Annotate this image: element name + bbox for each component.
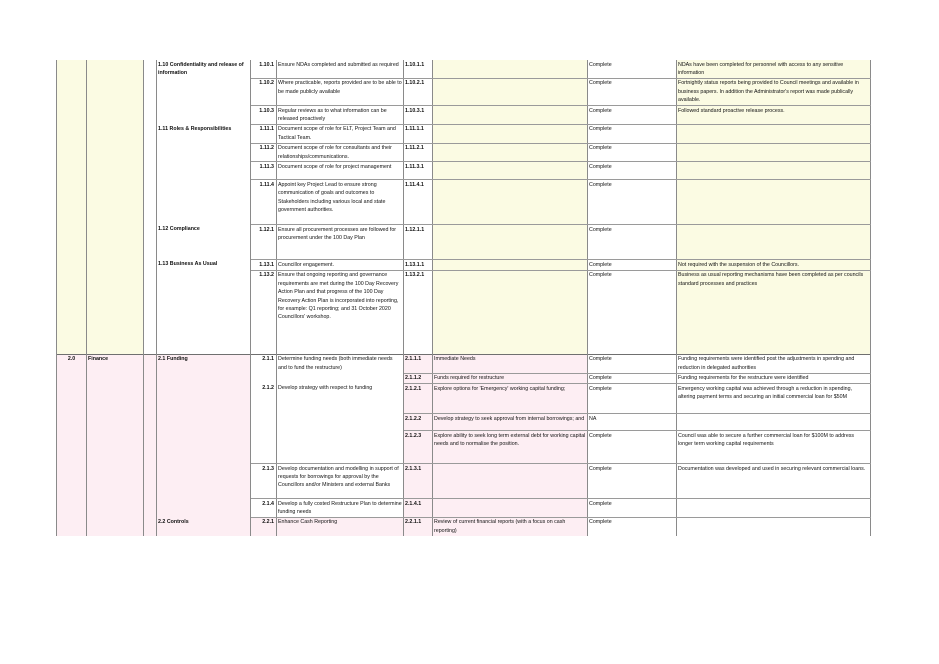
task-number: 2.1.1.1 [404,354,433,373]
action-text: Where practicable, reports provided are to be able to be made publicly available [277,78,404,105]
task-text [433,225,588,260]
task-number: 1.11.1.1 [404,124,433,143]
task-text [433,162,588,180]
group-label: 1.10 Confidentiality and release of information [157,60,251,124]
status-cell: Complete [588,517,677,535]
comment-cell: NDAs have been completed for personnel with access to any sensitive information [677,60,871,78]
table-row [57,517,871,535]
status-cell: Complete [588,431,677,464]
action-text: Document scope of role for project management [277,162,404,180]
action-number: 1.12.1 [251,225,277,260]
group-label: 1.13 Business As Usual [157,260,251,354]
action-number: 2.2.1 [251,517,277,535]
task-number: 1.13.1.1 [404,260,433,270]
comment-cell: Business as usual reporting mechanisms have been completed as per councils standard processes and practices [677,270,871,340]
task-text [433,106,588,125]
task-number: 2.1.1.2 [404,373,433,383]
action-text: Regular reviews as to what information can be released proactively [277,106,404,125]
status-cell: Complete [588,384,677,414]
comment-cell: Funding requirements for the restructure were identified [677,373,871,383]
task-text [433,124,588,143]
table-row [57,260,871,270]
action-text: Enhance Cash Reporting [277,517,404,535]
table-row [57,354,871,373]
task-text [433,464,588,499]
group-label: 2.2 Controls [157,517,251,535]
section-label: Finance [87,354,144,535]
comment-cell [677,517,871,535]
action-number: 1.13.2 [251,270,277,340]
task-number: 1.11.2.1 [404,143,433,162]
table-row [57,124,871,143]
status-cell: Complete [588,60,677,78]
action-text: Develop documentation and modelling in support of requests for borrowings for approval by the Councillors and/or Ministers and external Banks [277,464,404,499]
comment-cell [677,499,871,518]
action-number: 1.11.2 [251,143,277,162]
group-label: 1.12 Compliance [157,225,251,260]
task-number: 2.1.2.3 [404,431,433,464]
status-cell: NA [588,414,677,431]
action-number: 1.13.1 [251,260,277,270]
status-cell: Complete [588,180,677,225]
task-text: Immediate Needs [433,354,588,373]
status-cell: Complete [588,270,677,340]
group-label: 1.11 Roles & Responsibilities [157,124,251,225]
status-cell: Complete [588,464,677,499]
section-label-cell [87,60,144,354]
action-number: 1.10.2 [251,78,277,105]
task-number: 1.11.4.1 [404,180,433,225]
action-text: Document scope of role for ELT, Project Team and Tactical Team. [277,124,404,143]
table-row [57,225,871,260]
status-cell: Complete [588,106,677,125]
status-cell: Complete [588,78,677,105]
task-text: Develop strategy to seek approval from internal borrowings; and [433,414,588,431]
action-number: 1.10.1 [251,60,277,78]
task-number: 2.1.3.1 [404,464,433,499]
status-cell: Complete [588,162,677,180]
action-text: Ensure that ongoing reporting and governance requirements are met during the 100 Day Recovery Action Plan and that progress of the 100 Day Recovery Action Plan is incorporated into reporting, for example: Q1 reporting; and 31 October 2020 Councillors' workshop. [277,270,404,340]
task-number: 1.10.2.1 [404,78,433,105]
status-cell: Complete [588,143,677,162]
task-text: Explore ability to seek long term external debt for working capital needs and to normalise the position. [433,431,588,464]
task-text [433,270,588,340]
task-text: Explore options for 'Emergency' working capital funding; [433,384,588,414]
status-cell: Complete [588,124,677,143]
status-cell: Complete [588,499,677,518]
task-text [433,60,588,78]
action-number: 1.11.1 [251,124,277,143]
task-text [433,78,588,105]
task-text: Review of current financial reports (with a focus on cash reporting) [433,517,588,535]
task-number: 1.13.2.1 [404,270,433,340]
comment-cell [677,124,871,143]
task-text [433,499,588,518]
task-number: 1.11.3.1 [404,162,433,180]
action-text: Ensure all procurement processes are followed for procurement under the 100 Day Plan [277,225,404,260]
task-text: Funds required for restructure [433,373,588,383]
comment-cell: Emergency working capital was achieved through a reduction in spending, altering payment terms and securing an initial commercial loan for $50M [677,384,871,414]
comment-cell [677,225,871,260]
action-number: 1.11.3 [251,162,277,180]
status-cell: Complete [588,225,677,260]
comment-cell [677,180,871,225]
comment-cell: Funding requirements were identified post the adjustments in spending and reduction in delegated authorities [677,354,871,373]
action-text: Councillor engagement. [277,260,404,270]
comment-cell: Not required with the suspension of the Councillors. [677,260,871,270]
action-text: Develop a fully costed Restructure Plan to determine funding needs [277,499,404,518]
comment-cell [677,162,871,180]
action-text: Determine funding needs (both immediate needs and to fund the restructure) [277,354,404,383]
comment-cell [677,143,871,162]
task-number: 1.12.1.1 [404,225,433,260]
table-row [57,60,871,78]
action-number: 2.1.3 [251,464,277,499]
action-text: Appoint key Project Lead to ensure strong communication of goals and outcomes to Stakeholders including various local and state government authorities. [277,180,404,225]
section-number-cell [57,60,87,354]
task-number: 2.1.2.2 [404,414,433,431]
status-cell: Complete [588,260,677,270]
action-number: 2.1.4 [251,499,277,518]
task-text [433,260,588,270]
task-number: 2.1.2.1 [404,384,433,414]
plan-table [56,60,871,536]
action-number: 2.1.1 [251,354,277,383]
status-cell: Complete [588,354,677,373]
comment-cell: Fortnightly status reports being provided to Council meetings and available in business papers. In addition the Administrator's report was made publically available. [677,78,871,105]
task-text [433,143,588,162]
status-cell: Complete [588,373,677,383]
group-label: 2.1 Funding [157,354,251,517]
section-number: 2.0 [57,354,87,535]
action-text: Develop strategy with respect to funding [277,384,404,464]
action-number: 2.1.2 [251,384,277,464]
task-number: 1.10.3.1 [404,106,433,125]
action-text: Document scope of role for consultants and their relationships/communications. [277,143,404,162]
action-number: 1.10.3 [251,106,277,125]
action-text: Ensure NDAs completed and submitted as required [277,60,404,78]
comment-cell: Followed standard proactive release process. [677,106,871,125]
comment-cell: Council was able to secure a further commercial loan for $100M to address longer term working capital requirements [677,431,871,464]
task-text [433,180,588,225]
task-number: 2.2.1.1 [404,517,433,535]
comment-cell [677,414,871,431]
task-number: 2.1.4.1 [404,499,433,518]
task-number: 1.10.1.1 [404,60,433,78]
action-number: 1.11.4 [251,180,277,225]
comment-cell: Documentation was developed and used in securing relevant commercial loans. [677,464,871,499]
